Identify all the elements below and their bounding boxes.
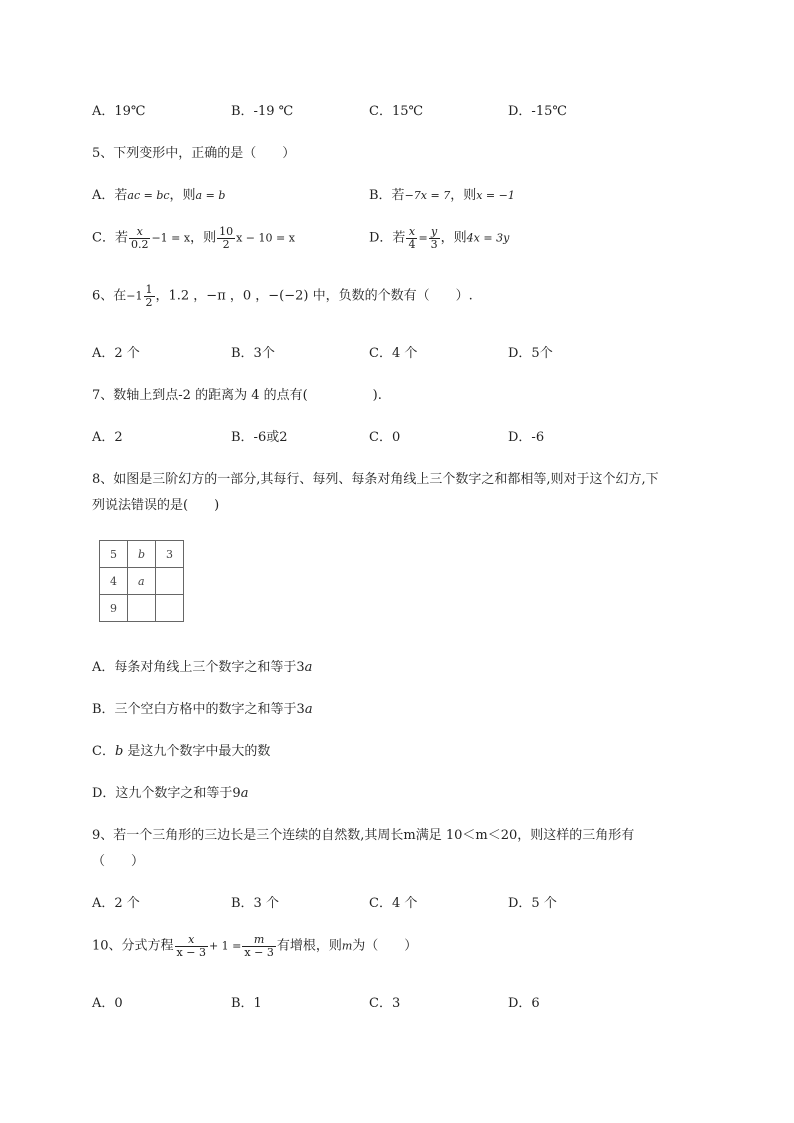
q5-c-rest2: x − 10 = x (236, 231, 295, 245)
q9-option-c: C．4 个 (369, 896, 418, 911)
q6-rest: ，1.2 ，−π ，0 ，−(−2) 中，负数的个数有（ ）. (155, 288, 473, 304)
q4-option-b: B．-19 ℃ (231, 104, 294, 119)
magic-square-cell: 3 (156, 541, 184, 568)
q7-option-a: A．2 (92, 430, 123, 445)
q9-option-b: B．3 个 (231, 896, 279, 911)
magic-square-cell (156, 568, 184, 595)
q4-option-c: C．15℃ (369, 104, 424, 119)
q5-option-d (369, 226, 509, 250)
magic-square-cell: a (128, 568, 156, 595)
q10-prefix: 10、分式方程 (92, 938, 174, 954)
q5-d-prefix: D．若 (369, 230, 406, 246)
q5-option-c (92, 226, 295, 250)
magic-square-row (100, 568, 184, 595)
q10-mid: + 1 = (208, 939, 242, 953)
q9-option-d: D．5 个 (508, 896, 557, 911)
q6-option-d: D．5个 (508, 346, 553, 361)
q5-c-rest: −1 = x (151, 231, 191, 245)
q5-d-result: 4x = 3y (466, 231, 510, 245)
q8-option-c: C．b 是这九个数字中最大的数 (92, 744, 271, 759)
q6-mixed-whole: −1 (126, 289, 143, 303)
q9-option-a: A．2 个 (92, 896, 140, 911)
q5-d-fraction1: $\frac{x}{4}$ (408, 225, 416, 251)
q5-a-mid: ，则 (169, 188, 196, 203)
q4-option-d: D．-15℃ (508, 104, 567, 119)
q10-option-b: B．1 (231, 996, 262, 1011)
q5-a-prefix: A．若 (92, 188, 128, 203)
q7-option-b: B．-6或2 (231, 430, 288, 445)
magic-square-row (100, 595, 184, 622)
q10-var: m (341, 939, 353, 953)
q5-a-result: a = b (195, 189, 226, 202)
magic-square (99, 540, 184, 622)
q8-stem-line2: 列说法错误的是( ) (92, 498, 220, 513)
q10-stem (92, 934, 417, 958)
q6-stem (92, 284, 473, 308)
q5-a-expr: ac = bc (127, 189, 170, 202)
q7-stem: 7、数轴上到点-2 的距离为 4 的点有( ). (92, 388, 382, 403)
q5-b-result: x = −1 (476, 189, 515, 202)
q4-option-a: A．19℃ (92, 104, 146, 119)
q8-option-d: D．这九个数字之和等于9a (92, 786, 249, 801)
q5-d-fraction2: $\frac{y}{3}$ (430, 225, 438, 251)
q5-c-fraction: $\frac{x}{0.2}$ (130, 225, 149, 251)
q7-option-c: C．0 (369, 430, 401, 445)
magic-square-cell (128, 595, 156, 622)
q8-option-b: B．三个空白方格中的数字之和等于3a (92, 702, 313, 717)
q10-option-c: C．3 (369, 996, 401, 1011)
q9-stem-line1: 9、若一个三角形的三边长是三个连续的自然数,其周长m满足 10＜m＜20，则这样的三角形有 (92, 828, 635, 843)
q10-fraction2: $\frac{m}{x - 3}$ (244, 933, 274, 959)
q5-b-mid: ，则 (450, 188, 477, 203)
q8-option-a: A．每条对角线上三个数字之和等于3a (92, 660, 313, 675)
q5-c-prefix: C．若 (92, 230, 128, 246)
q10-post: 有增根，则 (276, 938, 342, 954)
q5-option-a (92, 184, 225, 203)
q5-b-prefix: B．若 (369, 188, 405, 203)
q10-post2: 为（ ） (352, 938, 418, 954)
magic-square-cell: 5 (100, 541, 128, 568)
q8-stem-line1: 8、如图是三阶幻方的一部分,其每行、每列、每条对角线上三个数字之和都相等,则对于这个幻方,下 (92, 472, 659, 487)
q6-option-a: A．2 个 (92, 346, 140, 361)
q10-option-d: D．6 (508, 996, 540, 1011)
q6-mixed-fraction: $\frac{1}{2}$ (145, 283, 153, 309)
q6-prefix: 6、在 (92, 288, 127, 304)
q5-stem: 5、下列变形中，正确的是（ ） (92, 146, 296, 161)
magic-square-cell: 9 (100, 595, 128, 622)
magic-square-cell (156, 595, 184, 622)
q6-option-b: B．3个 (231, 346, 275, 361)
q5-option-b (369, 184, 515, 203)
q5-b-expr: −7x = 7 (404, 189, 451, 202)
q5-d-mid: ，则 (440, 230, 467, 246)
q5-c-fraction2: $\frac{10}{2}$ (219, 225, 234, 251)
magic-square-cell: 4 (100, 568, 128, 595)
q5-d-equals: = (418, 231, 428, 245)
magic-square-row (100, 541, 184, 568)
q5-c-mid: ，则 (190, 230, 217, 246)
q10-option-a: A．0 (92, 996, 123, 1011)
magic-square-cell: b (128, 541, 156, 568)
q9-stem-line2: （ ） (92, 854, 145, 869)
q6-option-c: C．4 个 (369, 346, 418, 361)
q7-option-d: D．-6 (508, 430, 545, 445)
q10-fraction1: $\frac{x}{x - 3}$ (176, 933, 206, 959)
